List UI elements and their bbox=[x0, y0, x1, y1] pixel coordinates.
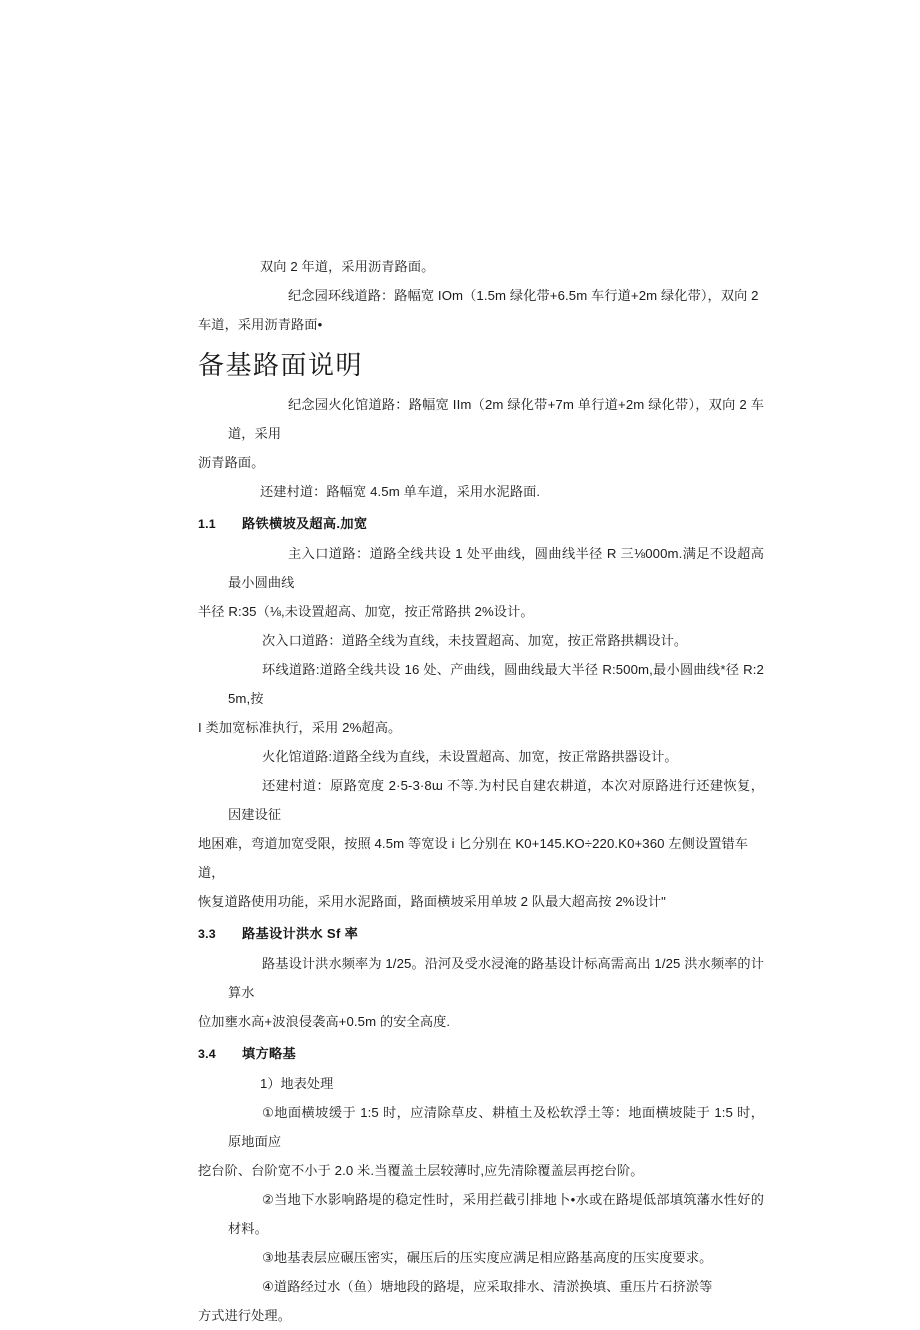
paragraph-line: 地困难，弯道加宽受限，按照 4.5m 等宽设 i 匕分别在 K0+145.KO÷220.K0+360 左侧设置错车道， bbox=[198, 836, 749, 880]
section-label: 路基设计洪水 Sf 率 bbox=[242, 926, 359, 941]
list-item: 1）地表处理 bbox=[260, 1076, 334, 1091]
paragraph-line: I 类加宽标准执行，采用 2%超高。 bbox=[198, 720, 402, 735]
paragraph-line: 纪念园环线道路：路幅宽 IOm（1.5m 绿化带+6.5m 车行道+2m 绿化带），双向 2 bbox=[288, 288, 759, 303]
paragraph-line: 还建村道：原路宽度 2·5-3·8ɯ 不等.为村民自建农耕道，本次对原路进行还建恢复，因建设征 bbox=[228, 778, 764, 822]
paragraph-line: 主入口道路：道路全线共设 1 处平曲线，圆曲线半径 R 三⅛000m.满足不设超高最小圆曲线 bbox=[228, 546, 764, 590]
paragraph-line: 沥青路面。 bbox=[198, 455, 265, 470]
paragraph-line: 挖台阶、台阶宽不小于 2.0 米.当覆盖土层较薄时,应先清除覆盖层再挖台阶。 bbox=[198, 1163, 644, 1178]
paragraph-line: 方式进行处理。 bbox=[198, 1308, 292, 1323]
paragraph-line: 火化馆道路:道路全线为直线，未设置超高、加宽，按正常路拱器设计。 bbox=[262, 749, 678, 764]
list-item: ①地面横坡缓于 1:5 时，应清除草皮、耕植土及松软浮土等：地面横坡陡于 1:5 时，原地面应 bbox=[228, 1105, 764, 1149]
section-heading-3-4 bbox=[198, 1039, 764, 1069]
paragraph-line: 恢复道路使用功能，采用水泥路面，路面横坡采用单坡 2 队最大超高按 2%设计" bbox=[198, 894, 666, 909]
list-item: ③地基表层应碾压密实，碾压后的压实度应满足相应路基高度的压实度要求。 bbox=[262, 1250, 713, 1265]
section-heading-3-3 bbox=[198, 919, 764, 949]
chapter-title: 备基路面说明 bbox=[198, 351, 364, 380]
paragraph-line: 双向 2 年道，采用沥青路面。 bbox=[260, 259, 435, 274]
section-number: 3.4 bbox=[198, 1047, 216, 1061]
paragraph-line: 半径 R:35（⅛,未设置超高、加宽，按正常路拱 2%设计。 bbox=[198, 604, 534, 619]
list-item: ②当地下水影响路堤的稳定性时，采用拦截引排地卜•水或在路堤低部填筑藩水性好的材料。 bbox=[228, 1192, 764, 1236]
paragraph-line: 路基设计洪水频率为 1/25。沿河及受水浸淹的路基设计标高需高出 1/25 洪水频率的计算水 bbox=[228, 956, 764, 1000]
paragraph-line: 纪念园火化馆道路：路幅宽 IIm（2m 绿化带+7m 单行道+2m 绿化带），双向 2 车道，采用 bbox=[228, 397, 764, 441]
paragraph-line: 还建村道：路幅宽 4.5m 单车道，采用水泥路面. bbox=[260, 484, 541, 499]
section-label: 路铁横坡及超高.加宽 bbox=[242, 516, 368, 531]
paragraph-line: 位加壅水高+波浪侵袭高+0.5m 的安全高度. bbox=[198, 1014, 451, 1029]
paragraph-line: 次入口道路：道路全线为直线，未技置超高、加宽，按正常路拱耦设计。 bbox=[262, 633, 688, 648]
paragraph-line: 车道，采用沥青路面• bbox=[198, 317, 323, 332]
section-number: 3.3 bbox=[198, 927, 216, 941]
section-number: 1.1 bbox=[198, 517, 216, 531]
list-item: ④道路经过水（鱼）塘地段的路堤，应采取排水、清淤换填、重压片石挤淤等 bbox=[262, 1279, 713, 1294]
paragraph-line: 环线道路:道路全线共设 16 处、产曲线，圆曲线最大半径 R:500m,最小圆曲线*径 R:25m,按 bbox=[228, 662, 764, 706]
section-label: 填方略基 bbox=[242, 1046, 296, 1061]
section-heading-1-1 bbox=[198, 509, 764, 539]
text-column bbox=[198, 252, 764, 1330]
